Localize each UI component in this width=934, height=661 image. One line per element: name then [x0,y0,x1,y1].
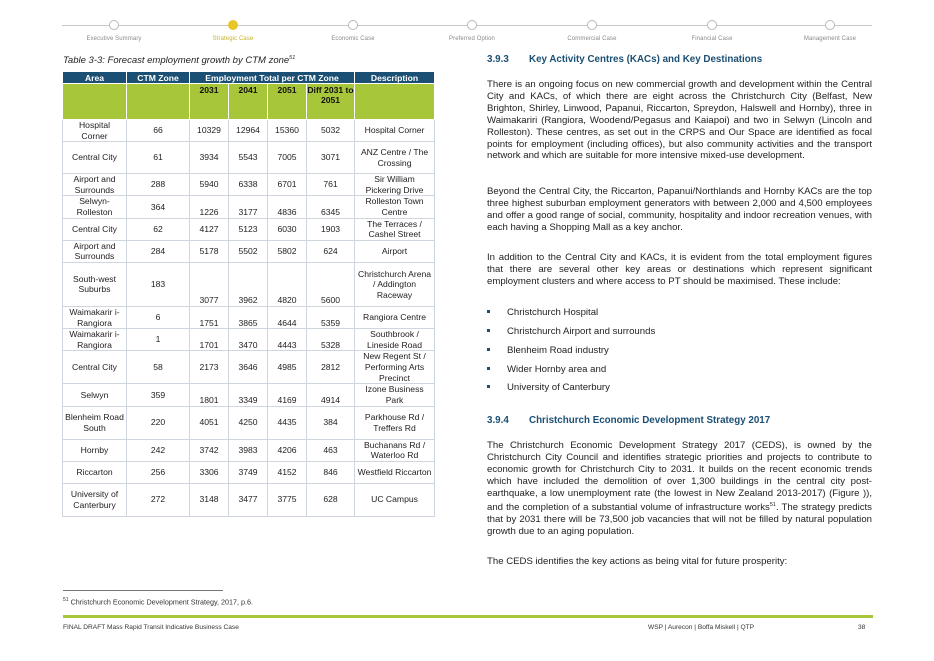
cell-2031: 4051 [190,406,229,439]
cell-area: Central City [63,142,127,174]
cell-2051: 4169 [268,384,307,406]
cell-2041: 3962 [229,262,268,306]
cell-2041: 3470 [229,329,268,351]
cell-2031: 1801 [190,384,229,406]
cell-2051: 4152 [268,461,307,483]
step-label: Commercial Case [567,36,617,42]
cell-diff: 846 [307,461,355,483]
cell-2041: 12964 [229,120,268,142]
cell-2031: 1751 [190,306,229,328]
step-label: Financial Case [691,36,733,42]
footnote-number: 51 [63,597,69,603]
cell-zone: 66 [127,120,190,142]
cell-description: ANZ Centre / The Crossing [355,142,435,174]
paragraph-text-end: . The strategy predicts that by 2031 there will be 73,500 job vacancies that will not be filled by natural population growth due to an aging population. [487,501,872,537]
cell-2051: 4985 [268,351,307,384]
cell-area: Airport and Surrounds [63,174,127,196]
step-dot [109,20,119,30]
footnote-ref[interactable]: 51 [769,501,776,508]
section-3-9-4-heading [487,415,770,426]
cell-description: Rangiora Centre [355,306,435,328]
list-item-text: Christchurch Airport and surrounds [507,326,656,337]
cell-2051: 15360 [268,120,307,142]
section-title: Key Activity Centres (KACs) and Key Destinations [529,54,763,65]
subheader-blank [63,84,127,120]
table-row [63,329,435,351]
header-ctm-zone: CTM Zone [127,72,190,84]
subheader-2051: 2051 [268,84,307,120]
list-item [487,307,598,318]
cell-2041: 3865 [229,306,268,328]
cell-description: Christchurch Arena / Addington Raceway [355,262,435,306]
list-item [487,382,610,393]
cell-2041: 5123 [229,218,268,240]
cell-diff: 3071 [307,142,355,174]
progress-nav [62,18,872,48]
table-row [63,218,435,240]
step-dot [707,20,717,30]
list-item-text: Wider Hornby area and [507,364,607,375]
cell-area: Riccarton [63,461,127,483]
section-3-9-3-heading [487,54,762,65]
cell-diff: 4914 [307,384,355,406]
cell-diff: 628 [307,483,355,516]
list-item-text: University of Canterbury [507,382,610,393]
cell-diff: 624 [307,240,355,262]
cell-2031: 2173 [190,351,229,384]
cell-description: Hospital Corner [355,120,435,142]
cell-diff: 2812 [307,351,355,384]
step-label: Executive Summary [86,36,142,42]
caption-footnote-ref[interactable]: 51 [289,55,296,61]
nav-step-commercial-case[interactable] [532,18,652,42]
step-dot-active [228,20,238,30]
table-row [63,196,435,218]
cell-description: Parkhouse Rd / Treffers Rd [355,406,435,439]
cell-2051: 4206 [268,439,307,461]
footnote-text: Christchurch Economic Development Strategy, 2017, p.6. [70,597,254,607]
subheader-diff: Diff 2031 to 2051 [307,84,355,120]
section-number: 3.9.3 [487,54,509,65]
step-dot [348,20,358,30]
cell-zone: 364 [127,196,190,218]
cell-diff: 5032 [307,120,355,142]
cell-2041: 3349 [229,384,268,406]
list-item [487,326,655,337]
cell-area: Hospital Corner [63,120,127,142]
cell-description: New Regent St / Performing Arts Precinct [355,351,435,384]
cell-2041: 6338 [229,174,268,196]
table-row [63,439,435,461]
cell-2041: 3983 [229,439,268,461]
section-3-9-3-paragraph-1: There is an ongoing focus on new commercial growth and development within the Central City and KACs, of which there are eight across the Christchurch City (Belfast, New Brighton, Shirley, Linwood, Papanui, Riccarton, Spreydon, Halswell and Hornby), three in Waimakariri (Rangiora, Woodend/Pegasus and Kaiapoi) and two in Selwyn (Lincoln and Rolleston). These centres, as set out in the CRPS and Our Space are identified as focal points for employment (including offices), but also community activities and the transport network and which are suitable for more intensive mixed-use development. [487,79,872,162]
cell-2041: 5502 [229,240,268,262]
cell-area: Blenheim Road South [63,406,127,439]
cell-description: Airport [355,240,435,262]
cell-2051: 4443 [268,329,307,351]
table-row [63,142,435,174]
cell-diff: 761 [307,174,355,196]
cell-2051: 4644 [268,306,307,328]
table-row [63,406,435,439]
nav-step-management-case[interactable] [770,18,890,42]
table-row [63,351,435,384]
cell-2051: 6030 [268,218,307,240]
cell-zone: 272 [127,483,190,516]
cell-2031: 3077 [190,262,229,306]
footer-authors: WSP | Aurecon | Boffa Miskell | QTP [648,624,755,631]
cell-area: Central City [63,351,127,384]
cell-zone: 288 [127,174,190,196]
section-3-9-3-paragraph-3: In addition to the Central City and KACs, it is evident from the total employment figures that there are several other key areas or destinations which represent significant employment clusters and where access to PT should be maximised. These include: [487,252,872,287]
cell-description: Southbrook / Lineside Road [355,329,435,351]
step-dot [825,20,835,30]
footer-divider [63,615,873,618]
cell-description: Izone Business Park [355,384,435,406]
cell-description: UC Campus [355,483,435,516]
cell-area: Hornby [63,439,127,461]
nav-step-executive-summary[interactable] [54,18,174,42]
section-number: 3.9.4 [487,415,509,426]
cell-zone: 62 [127,218,190,240]
cell-2041: 3749 [229,461,268,483]
cell-2031: 1701 [190,329,229,351]
header-area: Area [63,72,127,84]
cell-2051: 4820 [268,262,307,306]
list-item [487,364,606,375]
cell-area: Central City [63,218,127,240]
cell-diff: 384 [307,406,355,439]
table-row [63,174,435,196]
cell-2031: 3934 [190,142,229,174]
bullet-icon [487,385,490,388]
cell-description: Sir William Pickering Drive [355,174,435,196]
cell-zone: 58 [127,351,190,384]
table-caption [63,55,295,66]
list-item-text: Blenheim Road industry [507,345,609,356]
cell-area: University of Canterbury [63,483,127,516]
step-label: Strategic Case [212,36,254,42]
bullet-icon [487,310,490,313]
cell-zone: 242 [127,439,190,461]
cell-diff: 5600 [307,262,355,306]
footnote-divider [63,590,223,591]
section-3-9-4-paragraph-2: The CEDS identifies the key actions as being vital for future prosperity: [487,556,788,567]
cell-2051: 4836 [268,196,307,218]
cell-diff: 5359 [307,306,355,328]
cell-zone: 256 [127,461,190,483]
cell-diff: 6345 [307,196,355,218]
list-item [487,345,609,356]
list-item-text: Christchurch Hospital [507,307,599,318]
cell-zone: 284 [127,240,190,262]
table-row [63,461,435,483]
table-row [63,120,435,142]
cell-2031: 3742 [190,439,229,461]
cell-description: Buchanans Rd / Waterloo Rd [355,439,435,461]
cell-2041: 3477 [229,483,268,516]
nav-step-economic-case[interactable] [293,18,413,42]
table-header-row [63,72,435,84]
section-3-9-4-paragraph-1 [487,440,872,537]
subheader-blank [355,84,435,120]
cell-2031: 1226 [190,196,229,218]
nav-step-financial-case[interactable] [652,18,772,42]
employment-table [62,71,435,517]
cell-2031: 5940 [190,174,229,196]
subheader-2041: 2041 [229,84,268,120]
footnote [63,597,253,606]
bullet-icon [487,367,490,370]
cell-2031: 5178 [190,240,229,262]
step-dot [587,20,597,30]
bullet-icon [487,329,490,332]
cell-2051: 5802 [268,240,307,262]
cell-zone: 359 [127,384,190,406]
cell-area: Selwyn-Rolleston [63,196,127,218]
table-row [63,384,435,406]
caption-text: Table 3-3: Forecast employment growth by CTM zone [63,55,290,67]
cell-2051: 3775 [268,483,307,516]
bullet-icon [487,348,490,351]
cell-diff: 463 [307,439,355,461]
nav-step-strategic-case[interactable] [173,18,293,42]
cell-area: South-west Suburbs [63,262,127,306]
cell-area: Selwyn [63,384,127,406]
cell-area: Waimakarir i-Rangiora [63,306,127,328]
cell-diff: 1903 [307,218,355,240]
subheader-blank [127,84,190,120]
cell-2031: 3148 [190,483,229,516]
cell-2041: 3646 [229,351,268,384]
cell-description: Westfield Riccarton [355,461,435,483]
cell-diff: 5328 [307,329,355,351]
cell-area: Waimakarir i-Rangiora [63,329,127,351]
section-title: Christchurch Economic Development Strategy 2017 [529,415,771,426]
footer-document-title: FINAL DRAFT Mass Rapid Transit Indicative Business Case [63,624,239,631]
cell-2031: 10329 [190,120,229,142]
step-label: Economic Case [331,36,375,42]
cell-description: Rolleston Town Centre [355,196,435,218]
table-subheader-row [63,84,435,120]
cell-2031: 4127 [190,218,229,240]
footer-page-number: 38 [858,624,866,631]
table-row [63,306,435,328]
cell-zone: 1 [127,329,190,351]
cell-zone: 220 [127,406,190,439]
table-row [63,483,435,516]
table-row [63,262,435,306]
cell-2051: 6701 [268,174,307,196]
step-label: Preferred Option [449,36,495,42]
cell-2051: 4435 [268,406,307,439]
cell-zone: 61 [127,142,190,174]
step-dot [467,20,477,30]
cell-description: The Terraces / Cashel Street [355,218,435,240]
nav-step-preferred-option[interactable] [412,18,532,42]
cell-2041: 3177 [229,196,268,218]
cell-zone: 6 [127,306,190,328]
cell-zone: 183 [127,262,190,306]
paragraph-text: The Christchurch Economic Development Strategy 2017 (CEDS), is owned by the Christchurch City Council and identifies strategic priorities and projects to contribute to economic growth for Christchurch City to 2031. It builds on the recent economic trends which have included the demolition of over 1,300 buildings in the central city post-earthquake, a low unemployment rate (the lowest in New Zealand 2013-2017) (Figure )), and the completion of a substantial volume of infrastructure works [487,440,872,513]
header-description: Description [355,72,435,84]
cell-2031: 3306 [190,461,229,483]
subheader-2031: 2031 [190,84,229,120]
cell-2041: 5543 [229,142,268,174]
cell-2041: 4250 [229,406,268,439]
cell-2051: 7005 [268,142,307,174]
header-employment-total: Employment Total per CTM Zone [190,72,355,84]
table-row [63,240,435,262]
step-label: Management Case [803,36,857,42]
section-3-9-3-paragraph-2: Beyond the Central City, the Riccarton, Papanui/Northlands and Hornby KACs are the top three highest suburban employment generators with between 2,000 and 4,500 employees and offer a good range of social, community, hospitality and indoor recreation venues, with each having a Shopping Mall as a key anchor. [487,186,872,233]
cell-area: Airport and Surrounds [63,240,127,262]
